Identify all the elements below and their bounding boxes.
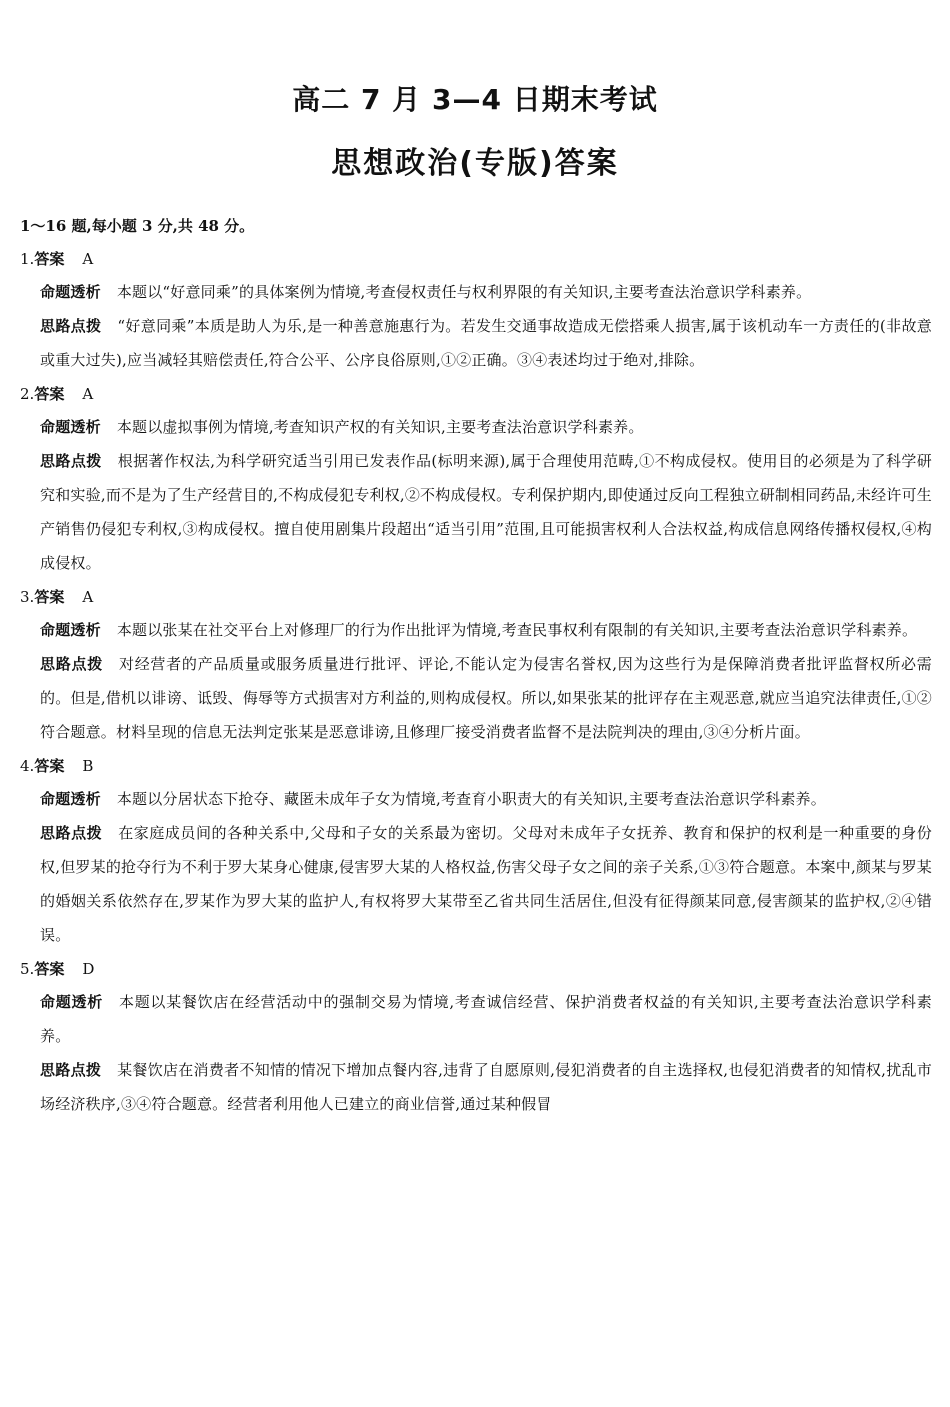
answer-label: 答案 [34,757,65,775]
question-header [20,581,932,613]
answer-label: 答案 [34,250,65,268]
question-number: 2. [20,385,35,403]
hint-label: 思路点拨 [40,824,103,842]
hint-text: 对经营者的产品质量或服务质量进行批评、评论,不能认定为侵害名誉权,因为这些行为是保障消费者批评监督权所必需的。但是,借机以诽谤、诋毁、侮辱等方式损害对方利益的,则构成侵权。所以,如果张某的批评存在主观恶意,就应当追究法律责任,①②符合题意。材料呈现的信息无法判定张某是恶意诽谤,且修理厂接受消费者监督不是法院判决的理由,③④分析片面。 [40,655,932,741]
exam-title: 高二 7 月 3—4 日期末考试 [292,83,658,116]
analysis-text: 本题以某餐饮店在经营活动中的强制交易为情境,考查诚信经营、保护消费者权益的有关知识,主要考查法治意识学科素养。 [40,993,932,1045]
answer-choice: A [82,250,94,268]
analysis-paragraph [40,985,932,1053]
question-number: 3. [20,588,35,606]
answer-choice: D [82,960,95,978]
analysis-paragraph [40,275,932,309]
hint-paragraph [40,309,932,377]
analysis-label: 命题透析 [40,790,101,808]
answer-content [20,210,932,1121]
hint-label: 思路点拨 [40,317,102,335]
hint-text: 根据著作权法,为科学研究适当引用已发表作品(标明来源),属于合理使用范畴,①不构成侵权。使用目的必须是为了科学研究和实验,而不是为了生产经营目的,不构成侵犯专利权,②不构成侵权。专利保护期内,即使通过反向工程独立研制相同药品,未经许可生产销售仍侵犯专利权,③构成侵权。擅自使用剧集片段超出“适当引用”范围,且可能损害权利人合法权益,构成信息网络传播权侵权,④构成侵权。 [40,452,932,572]
analysis-label: 命题透析 [40,283,101,301]
analysis-text: 本题以分居状态下抢夺、藏匿未成年子女为情境,考查育小职责大的有关知识,主要考查法治意识学科素养。 [116,790,826,808]
hint-label: 思路点拨 [40,655,103,673]
hint-paragraph [40,1053,932,1121]
hint-paragraph [40,444,932,580]
question-header [20,243,932,275]
hint-text: 在家庭成员间的各种关系中,父母和子女的关系最为密切。父母对未成年子女抚养、教育和保护的权利是一种重要的身份权,但罗某的抢夺行为不利于罗大某身心健康,侵害罗大某的人格权益,伤害父母子女之间的亲子关系,①③符合题意。本案中,颜某与罗某的婚姻关系依然存在,罗某作为罗大某的监护人,有权将罗大某带至乙省共同生活居住,但没有征得颜某同意,侵害颜某的监护权,②④错误。 [40,824,932,944]
hint-label: 思路点拨 [40,1061,102,1079]
answer-choice: A [82,385,94,403]
hint-text: “好意同乘”本质是助人为乐,是一种善意施惠行为。若发生交通事故造成无偿搭乘人损害,属于该机动车一方责任的(非故意或重大过失),应当减轻其赔偿责任,符合公平、公序良俗原则,①②正确。③④表述均过于绝对,排除。 [40,317,932,369]
answer-label: 答案 [34,960,65,978]
answer-choice: B [82,757,94,775]
analysis-paragraph [40,410,932,444]
question-header [20,378,932,410]
question-number: 1. [20,250,35,268]
analysis-text: 本题以虚拟事例为情境,考查知识产权的有关知识,主要考查法治意识学科素养。 [116,418,644,436]
answer-label: 答案 [34,385,65,403]
hint-label: 思路点拨 [40,452,102,470]
question-header [20,953,932,985]
analysis-label: 命题透析 [40,418,101,436]
subject-title: 思想政治(专版)答案 [331,146,619,181]
analysis-text: 本题以“好意同乘”的具体案例为情境,考查侵权责任与权利界限的有关知识,主要考查法治意识学科素养。 [116,283,812,301]
question-header [20,750,932,782]
hint-paragraph [40,647,932,749]
answer-choice: A [82,588,94,606]
analysis-label: 命题透析 [40,993,103,1011]
hint-text: 某餐饮店在消费者不知情的情况下增加点餐内容,违背了自愿原则,侵犯消费者的自主选择权,也侵犯消费者的知情权,扰乱市场经济秩序,③④符合题意。经营者利用他人已建立的商业信誉,通过某种假冒 [40,1061,932,1113]
analysis-paragraph [40,782,932,816]
answer-label: 答案 [34,588,65,606]
analysis-text: 本题以张某在社交平台上对修理厂的行为作出批评为情境,考查民事权利有限制的有关知识,主要考查法治意识学科素养。 [116,621,918,639]
scoring-note: 1～16 题,每小题 3 分,共 48 分。 [20,217,255,235]
analysis-label: 命题透析 [40,621,101,639]
question-number: 4. [20,757,35,775]
hint-paragraph [40,816,932,952]
analysis-paragraph [40,613,932,647]
question-number: 5. [20,960,35,978]
